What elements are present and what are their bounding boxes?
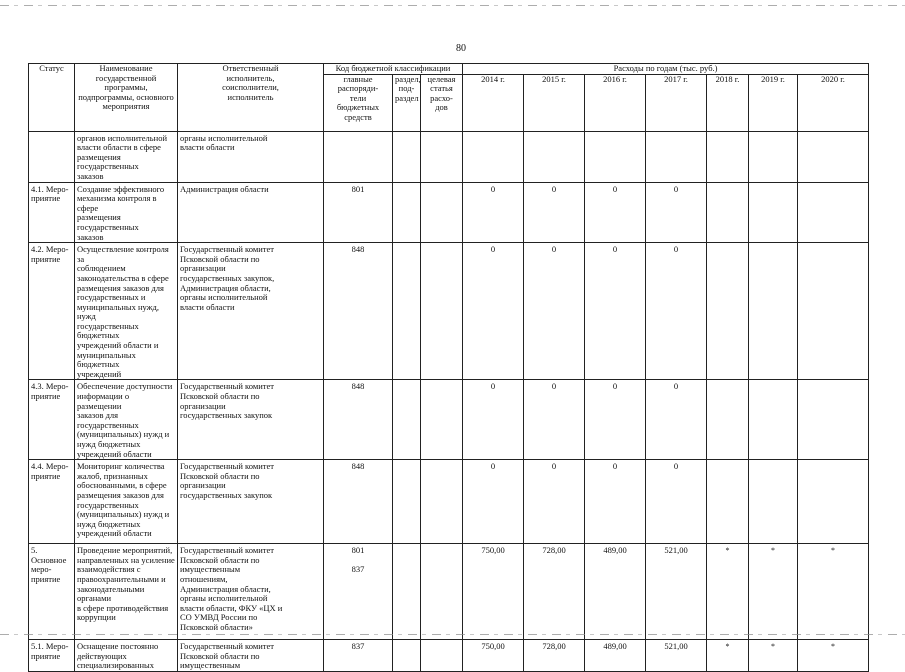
- page-number: 80: [456, 43, 466, 54]
- executor-cell: Государственный комитет Псковской области по организации государственных закупок: [178, 460, 324, 544]
- expense-cell-2015: 0: [524, 380, 585, 460]
- name-cell: Проведение мероприятий, направленных на усиление взаимодействия с правоохранительными и законодательными органами в сфере противодействия коррупции: [75, 544, 178, 640]
- expense-cell-2014: [463, 131, 524, 182]
- header-name: Наименование государственной программы, подпрограммы, основного мероприятия: [75, 64, 178, 132]
- header-chief-manager: главные распоряди- тели бюджетных средств: [324, 74, 393, 131]
- expense-cell-2016: 489,00: [585, 640, 646, 672]
- expense-cell-2017: [646, 131, 707, 182]
- expense-cell-2017: 521,00: [646, 640, 707, 672]
- expense-cell-2020: [798, 182, 869, 243]
- expense-cell-2017: 0: [646, 380, 707, 460]
- section-cell: [393, 131, 421, 182]
- expense-cell-2020: [798, 243, 869, 380]
- status-cell: 5.1. Меро- приятие: [29, 640, 75, 672]
- scan-edge-bottom: [0, 634, 905, 635]
- expense-cell-2016: 0: [585, 380, 646, 460]
- expense-cell-2014: 0: [463, 182, 524, 243]
- table-body: [29, 131, 869, 671]
- header-year-2018: 2018 г.: [707, 74, 749, 131]
- expense-cell-2017: 0: [646, 460, 707, 544]
- expense-cell-2018: [707, 460, 749, 544]
- expense-cell-2016: 0: [585, 182, 646, 243]
- section-cell: [393, 182, 421, 243]
- executor-cell: Администрация области: [178, 182, 324, 243]
- expense-cell-2014: 750,00: [463, 640, 524, 672]
- name-cell: органов исполнительной власти области в сфере размещения государственных заказов: [75, 131, 178, 182]
- table-row: [29, 243, 869, 380]
- expense-cell-2020: [798, 460, 869, 544]
- expense-cell-2019: [749, 243, 798, 380]
- expense-cell-2020: *: [798, 544, 869, 640]
- expense-cell-2020: [798, 380, 869, 460]
- expense-cell-2015: 728,00: [524, 640, 585, 672]
- status-cell: 4.1. Меро- приятие: [29, 182, 75, 243]
- budget-table: [28, 63, 869, 672]
- status-cell: 4.4. Меро- приятие: [29, 460, 75, 544]
- expense-cell-2018: *: [707, 544, 749, 640]
- expense-cell-2015: 0: [524, 243, 585, 380]
- expense-cell-2017: 0: [646, 243, 707, 380]
- expense-cell-2017: 521,00: [646, 544, 707, 640]
- expense-cell-2016: 0: [585, 243, 646, 380]
- header-year-2019: 2019 г.: [749, 74, 798, 131]
- executor-cell: органы исполнительной власти области: [178, 131, 324, 182]
- chief-manager-cell: 848: [324, 243, 393, 380]
- header-section: раздел, под- раздел: [393, 74, 421, 131]
- expense-cell-2015: 0: [524, 460, 585, 544]
- expense-cell-2018: *: [707, 640, 749, 672]
- expense-cell-2015: [524, 131, 585, 182]
- chief-manager-cell: 848: [324, 460, 393, 544]
- expense-cell-2016: 489,00: [585, 544, 646, 640]
- expense-cell-2019: [749, 380, 798, 460]
- status-cell: 4.3. Меро- приятие: [29, 380, 75, 460]
- header-budget-code: Код бюджетной классификации: [324, 64, 463, 75]
- expense-cell-2014: 0: [463, 380, 524, 460]
- target-item-cell: [421, 380, 463, 460]
- target-item-cell: [421, 182, 463, 243]
- expense-cell-2019: [749, 460, 798, 544]
- expense-cell-2015: 728,00: [524, 544, 585, 640]
- expense-cell-2014: 750,00: [463, 544, 524, 640]
- name-cell: Создание эффективного механизма контроля в сфере размещения государственных заказов: [75, 182, 178, 243]
- expense-cell-2019: *: [749, 544, 798, 640]
- expense-cell-2019: [749, 182, 798, 243]
- expense-cell-2017: 0: [646, 182, 707, 243]
- status-cell: [29, 131, 75, 182]
- chief-manager-cell: 837: [324, 640, 393, 672]
- expense-cell-2016: 0: [585, 460, 646, 544]
- header-status: Статус: [29, 64, 75, 132]
- expense-cell-2018: [707, 131, 749, 182]
- header-year-2016: 2016 г.: [585, 74, 646, 131]
- name-cell: Оснащение постоянно действующих специализированных: [75, 640, 178, 672]
- header-year-2017: 2017 г.: [646, 74, 707, 131]
- section-cell: [393, 243, 421, 380]
- executor-cell: Государственный комитет Псковской области по организации государственных закупок, Администрация области, органы исполнительной власти области: [178, 243, 324, 380]
- executor-cell: Государственный комитет Псковской области по организации государственных закупок: [178, 380, 324, 460]
- expense-cell-2014: 0: [463, 243, 524, 380]
- chief-manager-cell: [324, 131, 393, 182]
- table-row: [29, 640, 869, 672]
- executor-cell: Государственный комитет Псковской области по имущественным отношениям, Администрация области, органы исполнительной власти области, ФКУ «ЦХ и СО УМВД России по Псковской области»: [178, 544, 324, 640]
- target-item-cell: [421, 460, 463, 544]
- expense-cell-2018: [707, 182, 749, 243]
- status-cell: 4.2. Меро- приятие: [29, 243, 75, 380]
- expense-cell-2019: [749, 131, 798, 182]
- chief-manager-cell: 801 837: [324, 544, 393, 640]
- target-item-cell: [421, 131, 463, 182]
- executor-cell: Государственный комитет Псковской области по имущественным: [178, 640, 324, 672]
- chief-manager-cell: 801: [324, 182, 393, 243]
- table-row: [29, 380, 869, 460]
- target-item-cell: [421, 544, 463, 640]
- expense-cell-2015: 0: [524, 182, 585, 243]
- target-item-cell: [421, 640, 463, 672]
- scan-edge-top: [0, 5, 905, 6]
- name-cell: Мониторинг количества жалоб, признанных обоснованными, в сфере размещения заказов для государственных (муниципальных) нужд и нужд бюджетных учреждений области: [75, 460, 178, 544]
- table-row: [29, 460, 869, 544]
- header-year-2014: 2014 г.: [463, 74, 524, 131]
- target-item-cell: [421, 243, 463, 380]
- header-target-item: целевая статья расхо- дов: [421, 74, 463, 131]
- expense-cell-2018: [707, 380, 749, 460]
- expense-cell-2016: [585, 131, 646, 182]
- section-cell: [393, 460, 421, 544]
- name-cell: Обеспечение доступности информации о размещении заказов для государственных (муниципальных) нужд и нужд бюджетных учреждений области: [75, 380, 178, 460]
- expense-cell-2018: [707, 243, 749, 380]
- section-cell: [393, 380, 421, 460]
- section-cell: [393, 544, 421, 640]
- header-year-2015: 2015 г.: [524, 74, 585, 131]
- table-row: [29, 544, 869, 640]
- name-cell: Осуществление контроля за соблюдением законодательства в сфере размещения заказов для государственных и муниципальных нужд, нужд государственных бюджетных учреждений области и муниципальных бюджетных учреждений: [75, 243, 178, 380]
- table-row: [29, 182, 869, 243]
- section-cell: [393, 640, 421, 672]
- expense-cell-2020: [798, 131, 869, 182]
- expense-cell-2019: *: [749, 640, 798, 672]
- header-year-2020: 2020 г.: [798, 74, 869, 131]
- status-cell: 5. Основное меро- приятие: [29, 544, 75, 640]
- header-expenses: Расходы по годам (тыс. руб.): [463, 64, 869, 75]
- chief-manager-cell: 848: [324, 380, 393, 460]
- expense-cell-2014: 0: [463, 460, 524, 544]
- expense-cell-2020: *: [798, 640, 869, 672]
- header-executor: Ответственный исполнитель, соисполнители, исполнитель: [178, 64, 324, 132]
- table-row: [29, 131, 869, 182]
